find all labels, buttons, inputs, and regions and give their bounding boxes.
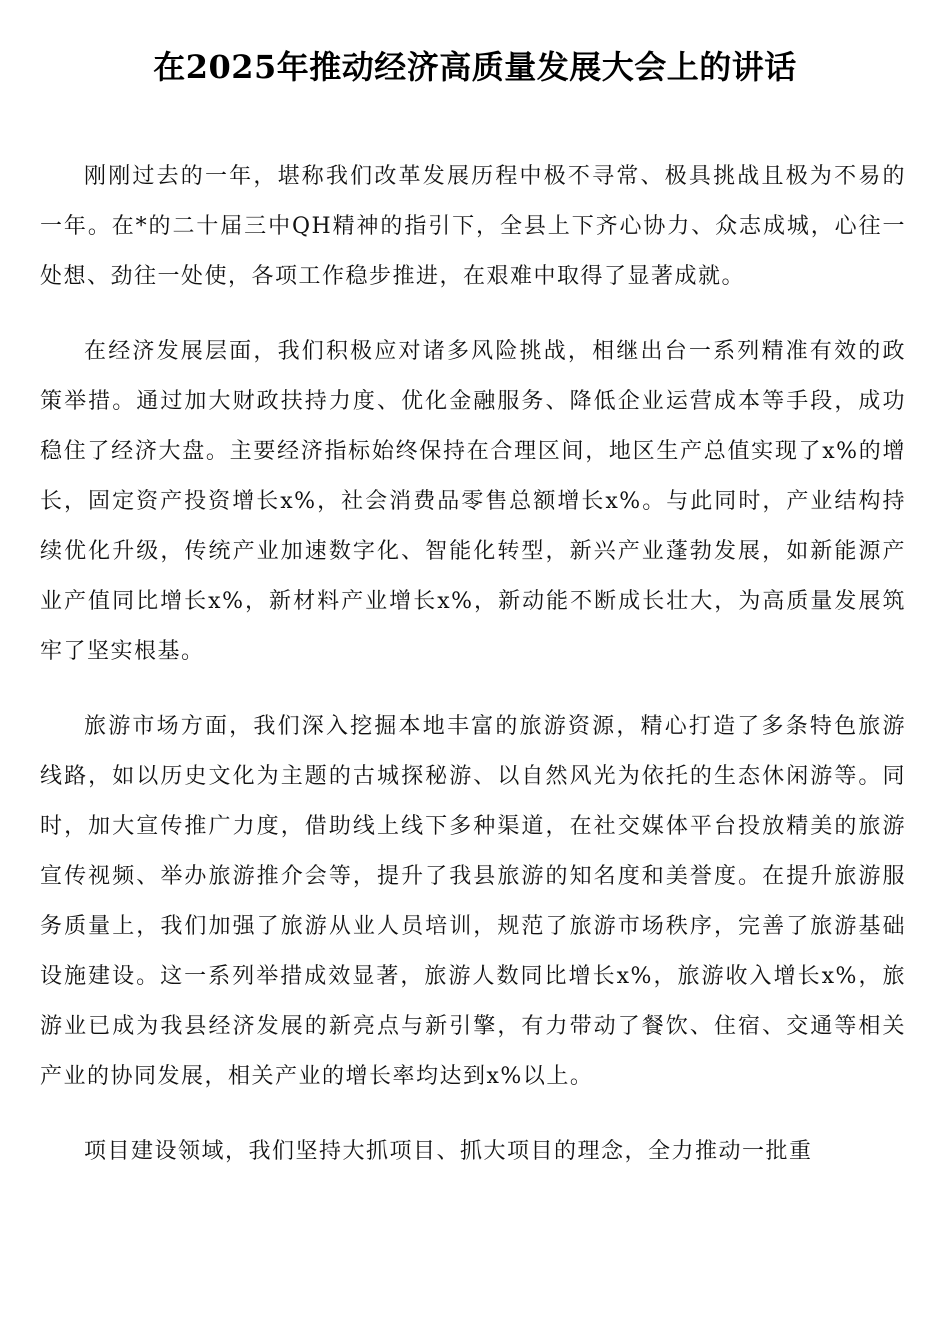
paragraph-3: 旅游市场方面，我们深入挖掘本地丰富的旅游资源，精心打造了多条特色旅游线路，如以历史文化为主题的古城探秘游、以自然风光为依托的生态休闲游等。同时，加大宣传推广力度，借助线上线下多种渠道，在社交媒体平台投放精美的旅游宣传视频、举办旅游推介会等，提升了我县旅游的知名度和美誉度。在提升旅游服务质量上，我们加强了旅游从业人员培训，规范了旅游市场秩序，完善了旅游基础设施建设。这一系列举措成效显著，旅游人数同比增长x%，旅游收入增长x%，旅游业已成为我县经济发展的新亮点与新引擎，有力带动了餐饮、住宿、交通等相关产业的协同发展，相关产业的增长率均达到x%以上。 bbox=[40, 714, 906, 1089]
paragraph-1: 刚刚过去的一年，堪称我们改革发展历程中极不寻常、极具挑战且极为不易的一年。在*的二十届三中QH精神的指引下，全县上下齐心协力、众志成城，心往一处想、劲往一处使，各项工作稳步推进，在艰难中取得了显著成就。 bbox=[40, 164, 906, 289]
paragraph-4: 项目建设领域，我们坚持大抓项目、抓大项目的理念，全力推动一批重 bbox=[84, 1139, 813, 1164]
document-title: 在2025年推动经济高质量发展大会上的讲话 bbox=[153, 48, 797, 86]
paragraph-2: 在经济发展层面，我们积极应对诸多风险挑战，相继出台一系列精准有效的政策举措。通过加大财政扶持力度、优化金融服务、降低企业运营成本等手段，成功稳住了经济大盘。主要经济指标始终保持在合理区间，地区生产总值实现了x%的增长，固定资产投资增长x%，社会消费品零售总额增长x%。与此同时，产业结构持续优化升级，传统产业加速数字化、智能化转型，新兴产业蓬勃发展，如新能源产业产值同比增长x%，新材料产业增长x%，新动能不断成长壮大，为高质量发展筑牢了坚实根基。 bbox=[40, 339, 906, 664]
document-body bbox=[40, 152, 906, 1202]
